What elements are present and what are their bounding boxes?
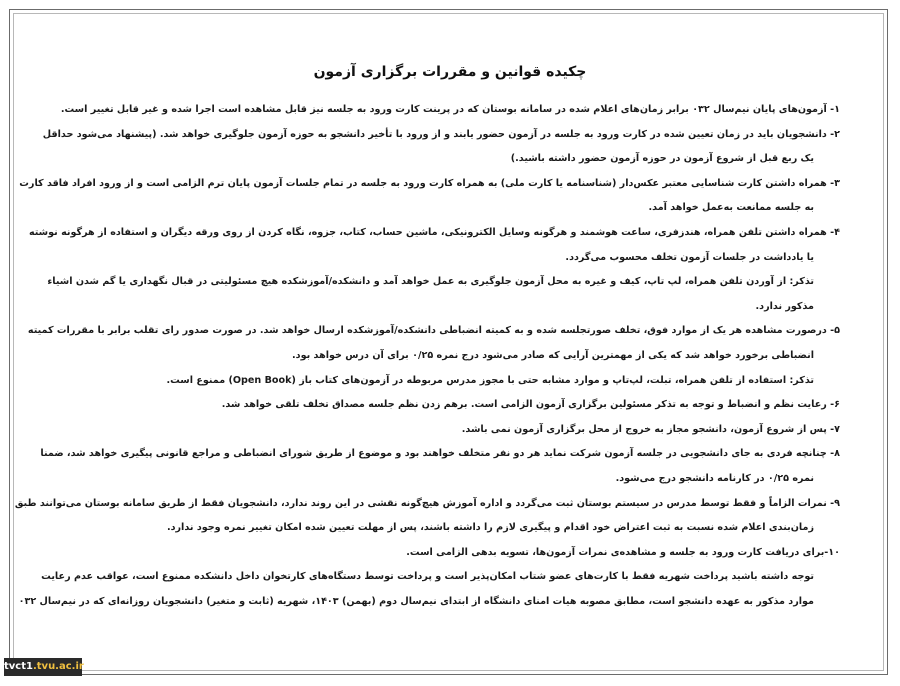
rule-4-note-line-2: مذکور ندارد. [755,300,814,312]
site-watermark-prefix: tvct1 [4,661,33,672]
rule-1-line-1: ۱- آزمون‌های پایان نیم‌سال ۰۳۲ برابر زمان‌های اعلام شده در سامانه بوستان که در پرینت کارت ورود به جلسه نیز قابل مشاهده است اجرا شده و غیر قابل تغییر است. [60,104,840,115]
tuition-note-line-1: توجه داشته باشید پرداخت شهریه فقط با کارت‌های عضو شتاب امکان‌پذیر است و پرداخت توسط دستگاه‌های کارتخوان داخل دانشکده ممنوع است، عواقب عدم رعایت [41,571,814,583]
rule-3-line-1: ۳- همراه داشتن کارت شناسایی معتبر عکس‌دار (شناسنامه یا کارت ملی) به همراه کارت ورود به جلسه در تمام جلسات آزمون پایان ترم الزامی است و از ورود افراد فاقد کارت [19,177,840,189]
rule-10: ۱۰-برای دریافت کارت ورود به جلسه و مشاهده‌ی نمرات آزمون‌ها، تسویه بدهی الزامی است. [406,546,840,558]
rule-9-line-1: ۹- نمرات الزاماً و فقط توسط مدرس در سیستم بوستان ثبت می‌گردد و اداره آموزش هیچ‌گونه نقشی در این روند ندارد، دانشجویان فقط از طریق سامانه بوستان می‌توانند طبق [14,497,840,509]
rule-8-line-1: ۸- چنانچه فردی به جای دانشجویی در جلسه آزمون شرکت نماید هر دو نفر متخلف خواهند بود و موضوع از طریق شورای انضباطی و مراجع قانونی پیگیری خواهد شد، ضمنا [40,448,840,460]
rule-6: ۶- رعایت نظم و انضباط و توجه به تذکر مسئولین برگزاری آزمون الزامی است. برهم زدن نظم جلسه مصداق تخلف تلقی خواهد شد. [221,399,840,411]
rule-5-line-2: انضباطی برخورد خواهد شد که یکی از مهمترین آرایی که صادر می‌شود درج نمره ۰/۲۵ برای آن درس خواهد بود. [292,349,814,361]
rule-8-line-2: نمره ۰/۲۵ در کارنامه دانشجو درج می‌شود. [615,472,814,484]
rule-5-line-1: ۵- درصورت مشاهده هر یک از موارد فوق، تخلف صورتجلسه شده و به کمیته انضباطی دانشکده/آموزشکده ارسال خواهد شد. در صورت صدور رای تقلب برابر با مقررات کمیته [27,325,840,337]
rule-7: ۷- پس از شروع آزمون، دانشجو مجاز به خروج از محل برگزاری آزمون نمی باشد. [461,423,840,435]
document-body [14,98,840,614]
rule-2-line-2: یک ربع قبل از شروع آزمون در حوزه آزمون حضور داشته باشید.) [510,153,814,165]
rule-2-line-1: ۲- دانشجویان باید در زمان تعیین شده در کارت ورود به جلسه در آزمون حضور یابند و از ورود با تأخیر دانشجو به حوزه آزمون جلوگیری خواهد شد. (پیشنهاد می‌شود حداقل [42,128,840,140]
tuition-note-line-2: موارد مذکور به عهده دانشجو است، مطابق مصوبه هیات امنای دانشگاه از ابتدای نیم‌سال دوم (بهمن) ۱۴۰۳، شهریه (ثابت و متغیر) دانشجویان روزانه‌ای که در نیم‌سال ۰۳۲ [18,595,814,607]
rule-3-line-2: به جلسه ممانعت به‌عمل خواهد آمد. [648,202,814,214]
site-watermark-suffix: .tvu.ac.ir [32,661,84,672]
rule-5-note: تذکر: استفاده از تلفن همراه، تبلت، لپ‌تاپ و موارد مشابه حتی با مجوز مدرس مربوطه در آزمون‌های کتاب باز (Open Book) ممنوع است. [166,374,814,386]
document-title: چکیده قوانین و مقررات برگزاری آزمون [313,64,587,80]
rule-4-line-1: ۴- همراه داشتن تلفن همراه، هندزفری، ساعت هوشمند و هرگونه وسایل الکترونیکی، ماشین حساب، کتاب، جزوه، نگاه کردن از روی ورقه دیگران و استفاده از هرگونه نوشته [28,226,840,238]
rule-4-line-2: یا یادداشت در جلسات آزمون تخلف محسوب می‌گردد. [565,251,814,263]
rule-9-line-2: زمان‌بندی اعلام شده نسبت به ثبت اعتراض خود اقدام و پیگیری لازم را داشته باشند، پس از مهلت تعیین شده امکان تغییر نمره وجود ندارد. [166,522,814,534]
site-watermark [4,658,82,676]
rule-4-note-line-1: تذکر: از آوردن تلفن همراه، لپ تاپ، کیف و غیره به محل آزمون جلوگیری به عمل خواهد آمد و دانشکده/آموزشکده هیچ مسئولیتی در قبال نگهداری یا گم شدن اشیاء [47,276,814,288]
